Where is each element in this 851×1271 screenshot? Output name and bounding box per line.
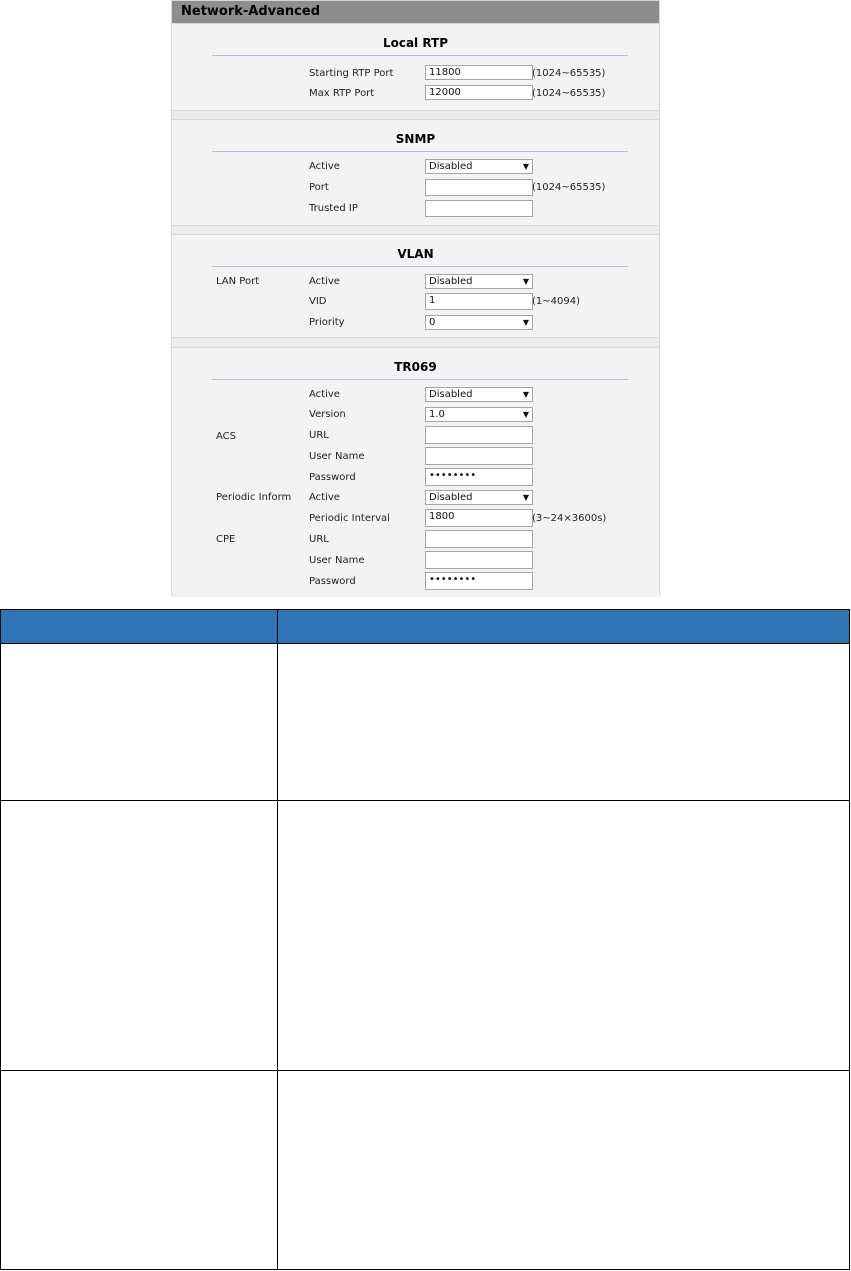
trusted-ip-input[interactable] <box>425 200 533 217</box>
column-divider <box>277 610 278 1269</box>
section-divider <box>212 55 628 56</box>
snmp-port-input[interactable] <box>425 179 533 196</box>
caret-down-icon: ▼ <box>522 277 529 286</box>
starting-rtp-port-label: Starting RTP Port <box>309 68 394 79</box>
section-title-local-rtp: Local RTP <box>382 36 449 50</box>
starting-rtp-port-hint: (1024~65535) <box>532 68 606 79</box>
caret-down-icon: ▼ <box>522 318 529 327</box>
lan-port-group-label: LAN Port <box>216 276 260 287</box>
acs-password-label: Password <box>309 472 356 483</box>
cpe-url-input[interactable] <box>425 530 533 548</box>
section-divider <box>212 379 628 380</box>
cpe-url-label: URL <box>309 534 329 545</box>
cpe-group-label: CPE <box>216 534 236 545</box>
snmp-active-select[interactable] <box>425 159 533 174</box>
vid-input[interactable]: 1 <box>425 293 533 310</box>
version-select[interactable] <box>425 407 533 422</box>
cpe-password-label: Password <box>309 576 356 587</box>
row-divider <box>1 1070 849 1071</box>
section-divider <box>212 266 628 267</box>
section-title-snmp: SNMP <box>395 132 436 146</box>
section-divider <box>212 151 628 152</box>
caret-down-icon: ▼ <box>522 162 529 171</box>
vlan-active-select[interactable] <box>425 274 533 289</box>
caret-down-icon: ▼ <box>522 390 529 399</box>
table-header-row <box>1 610 849 643</box>
periodic-interval-hint: (3~24×3600s) <box>532 513 607 524</box>
trusted-ip-label: Trusted IP <box>309 203 358 214</box>
vlan-active-label: Active <box>309 276 340 287</box>
vid-hint: (1~4094) <box>532 296 580 307</box>
acs-url-label: URL <box>309 430 329 441</box>
acs-url-input[interactable] <box>425 426 533 444</box>
tr069-section <box>172 347 659 597</box>
acs-password-input[interactable]: •••••••• <box>425 468 533 486</box>
section-title-tr069: TR069 <box>394 360 437 374</box>
max-rtp-port-input[interactable]: 12000 <box>425 85 533 100</box>
periodic-inform-group-label: Periodic Inform <box>216 492 292 503</box>
vlan-section <box>172 234 659 338</box>
snmp-port-label: Port <box>309 182 329 193</box>
acs-username-input[interactable] <box>425 447 533 465</box>
parameter-description-table <box>0 609 850 1270</box>
tr069-active-value: Disabled <box>429 389 473 400</box>
local-rtp-section <box>172 23 659 111</box>
snmp-section <box>172 119 659 226</box>
caret-down-icon: ▼ <box>522 410 529 419</box>
section-title-vlan: VLAN <box>397 247 434 261</box>
starting-rtp-port-input[interactable]: 11800 <box>425 65 533 80</box>
tr069-active-label: Active <box>309 389 340 400</box>
max-rtp-port-hint: (1024~65535) <box>532 88 606 99</box>
max-rtp-port-label: Max RTP Port <box>309 88 375 99</box>
tr069-active-select[interactable] <box>425 387 533 402</box>
vid-label: VID <box>309 296 327 307</box>
periodic-active-select[interactable] <box>425 490 533 505</box>
periodic-interval-input[interactable]: 1800 <box>425 509 533 527</box>
periodic-active-value: Disabled <box>429 492 473 503</box>
panel-title: Network-Advanced <box>172 1 659 23</box>
vlan-active-value: Disabled <box>429 276 473 287</box>
snmp-active-label: Active <box>309 161 340 172</box>
snmp-port-hint: (1024~65535) <box>532 182 606 193</box>
row-divider <box>1 800 849 801</box>
version-value: 1.0 <box>429 409 445 420</box>
priority-select[interactable] <box>425 315 533 330</box>
snmp-active-value: Disabled <box>429 161 473 172</box>
priority-value: 0 <box>429 317 436 328</box>
network-advanced-panel <box>171 0 660 596</box>
cpe-username-label: User Name <box>309 555 365 566</box>
version-label: Version <box>309 409 346 420</box>
acs-group-label: ACS <box>216 431 236 442</box>
periodic-interval-label: Periodic Interval <box>309 513 390 524</box>
cpe-password-input[interactable]: •••••••• <box>425 572 533 590</box>
cpe-username-input[interactable] <box>425 551 533 569</box>
priority-label: Priority <box>309 317 345 328</box>
caret-down-icon: ▼ <box>522 493 529 502</box>
acs-username-label: User Name <box>309 451 365 462</box>
periodic-active-label: Active <box>309 492 340 503</box>
row-divider <box>1 643 849 644</box>
